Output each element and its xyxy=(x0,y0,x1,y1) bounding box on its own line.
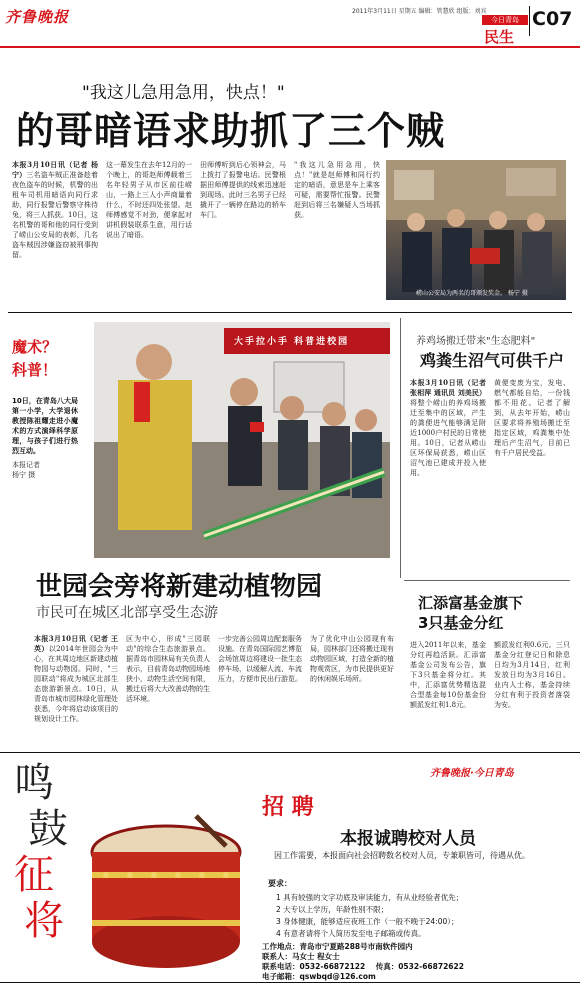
ad-contact-block xyxy=(262,942,562,982)
fund-headline-1: 汇添富基金旗下 xyxy=(418,594,524,612)
section-label: 民生 xyxy=(484,28,515,46)
fund-col2-text: 额派发红利0.6元。三只基金分红登记日和除息日均为3月14日，红利发放日均为3月16日。业内人士称，基金持续分红有利于投资者落袋为安。 xyxy=(494,641,570,709)
science-photo-banner: 大手拉小手 科普进校园 xyxy=(234,337,350,347)
ad-requirements xyxy=(276,892,566,940)
science-sidebar xyxy=(12,322,78,572)
park-column-4 xyxy=(310,634,394,742)
park-col4-text: 为了优化中山公园现有布局，园林部门还将搬迁现有动物园区域，打造全新的植物观赏区，为市民提供更好的休闲娱乐场所。 xyxy=(310,635,394,683)
ad-contact: 联系人：马女士 程女士 xyxy=(262,952,340,961)
masthead-rule xyxy=(0,46,580,48)
lead-photo-art xyxy=(386,160,566,300)
park-subhead: 市民可在城区北部享受生态游 xyxy=(36,605,218,621)
lead-column-3 xyxy=(200,160,286,302)
ad-address: 工作地点：青岛市宁夏路288号市南软件园内 xyxy=(262,942,413,951)
ad-art-char-2: 鼓 xyxy=(28,806,68,852)
ad-email: 电子邮箱：qswbqd@126.com xyxy=(262,972,376,981)
lead-photo-caption: 崂山公安局为两名的哥颁发奖金。 杨宁 摄 xyxy=(416,290,528,297)
park-column-1 xyxy=(34,634,118,742)
lead-col3-text: 田师傅听到后心领神会，马上拨打了报警电话。民警根据田师傅提供的线索迅速赶到现场。此时三名男子已经撬开了一辆停在路边的轿车车门。 xyxy=(200,161,286,219)
park-column-2 xyxy=(126,634,210,742)
lead-column-1 xyxy=(12,160,98,302)
ad-art-char-1: 鸣 xyxy=(14,760,54,806)
ad-req-3: 3 身体健康，能够适应夜班工作（一般不晚于24:00）； xyxy=(276,917,459,926)
right-col-divider xyxy=(400,318,401,578)
fund-headline-2: 3只基金分红 xyxy=(418,614,504,632)
lead-kicker: "我这儿急用急用，快点！" xyxy=(82,83,285,103)
park-col3-text: 一步完善公园周边配套服务设施。在青岛国际园艺博览会场馆周边将建设一批生态停车场，以缓解人流、车流压力，方便市民出行游览。 xyxy=(218,635,302,683)
lead-photo xyxy=(386,160,566,300)
biogas-col2-text: 黄便变废为宝，发电、燃气都能自给，一份钱都不用花。记者了解到，从去年开始，崂山区要求将养殖场搬迁至指定区域，鸡粪集中处理后产生沼气，目前已有千户居民受益。 xyxy=(494,379,570,457)
ad-phone: 联系电话：0532-66872122 xyxy=(262,962,366,971)
science-title-2: 科普！ xyxy=(12,361,58,379)
biogas-column-1 xyxy=(410,378,486,574)
ad-req-4: 4 有意者请将个人简历发至电子邮箱或传真。 xyxy=(276,929,426,938)
science-photo xyxy=(94,322,390,558)
ad-top-rule xyxy=(0,752,580,753)
lead-bottom-rule xyxy=(8,312,572,313)
masthead-divider xyxy=(529,6,530,36)
fund-top-rule xyxy=(404,580,570,581)
biogas-column-2 xyxy=(494,378,570,574)
biogas-kicker: 养鸡场搬迁带来"生态肥料" xyxy=(416,336,536,347)
ad-left-art xyxy=(14,760,84,976)
ad-title: 本报诚聘校对人员 xyxy=(340,829,476,849)
ad-art-char-3: 征 xyxy=(14,852,54,898)
section-top-label: 今日青岛 xyxy=(482,15,528,25)
lead-headline: 的哥暗语求助抓了三个贼 xyxy=(16,109,446,153)
lead-col2-text: 这一幕发生在去年12月的一个晚上，的哥赵师傅载着三名年轻男子从市区前往崂山，一路上三人小声商量着什么，不时还四处张望。赵师傅感觉不对劲，便拿起对讲机假装联系生意，用行话说出了暗语。 xyxy=(106,161,192,239)
ad-art-char-4: 将 xyxy=(24,898,64,944)
park-byline: 本报3月10日讯（记者 王英） xyxy=(34,634,118,653)
park-col1-text: 以2014年世园会为中心，在其周边地区新建动植物园与动物园。同时，"三园联动"将成为城区北部生态旅游新景点。10日，从青岛市城市园林绿化管理处获悉，今年将启动该项目的规划设计工作。 xyxy=(34,645,118,723)
biogas-col1-text: 将整个崂山的养鸡场搬迁至集中的区域，产生的粪便进气能够满足附近1000户村民的日常使用。10日，记者从崂山区环保局获悉，崂山区沼气池已建成并投入使用。 xyxy=(410,399,486,477)
masthead-logo: 齐鲁晚报 xyxy=(5,8,70,26)
science-credit-label: 本报记者 xyxy=(12,461,40,469)
biogas-headline: 鸡粪生沼气可供千户 xyxy=(420,351,565,370)
page-number: C07 xyxy=(532,8,573,30)
lead-column-2 xyxy=(106,160,192,302)
ad-fax: 传真：0532-66872622 xyxy=(375,962,464,971)
science-photo-art xyxy=(94,322,390,558)
science-title-1: 魔术？ xyxy=(12,338,58,356)
lead-col4-text: "我这儿急用急用，快点！"就是赵师傅和同行约定的暗语，意思是车上乘客可疑，需要帮忙报警。民警赶到后将三名嫌疑人当场抓获。 xyxy=(294,161,380,219)
ad-intro: 因工作需要，本报面向社会招聘数名校对人员，专兼职皆可，待遇从优。 xyxy=(274,851,530,860)
science-body: 10日，在青岛八大局第一小学，大学退休教授陈祖耀走进小魔术的方式演绎科学原理，与孩子们进行热烈互动。 xyxy=(12,397,78,455)
park-col2-text: 区为中心，形成"三园联动"的综合生态旅游景点。据青岛市园林局有关负责人表示，目前青岛动物园场地狭小，动物生活空间有限，搬迁后将大大改善动物的生活环境。 xyxy=(126,635,210,703)
ad-seal: 招 聘 xyxy=(262,795,314,820)
ad-drum xyxy=(86,812,246,982)
date-line: 2011年3月11日 星期五 编辑：管慧欣 组版：刘宾 xyxy=(352,8,487,15)
fund-col1-text: 进入2011年以来，基金分红再趋活跃。汇添富基金公司发布公告，旗下3只基金将分红。其中，汇添富优势精选混合型基金每10份基金份额派发红利1.8元。 xyxy=(410,641,486,709)
fund-column-1 xyxy=(410,640,486,744)
lead-column-4 xyxy=(294,160,380,302)
drum-illustration xyxy=(86,812,246,982)
science-credit-name: 杨宁 摄 xyxy=(12,471,36,479)
biogas-byline: 本报3月10日讯（记者 张相萍 通讯员 刘美民） xyxy=(410,378,486,397)
page-bottom-rule xyxy=(0,982,580,983)
lead-col1-text: 三名盗车贼正准备趁着夜色盗车的时候，机警的出租车司机用暗语向同行求助，同行报警后警察守株待兔，将三人抓获。10日，这名机警的哥和他的同行受到了崂山公安局的表彰，几名盗车贼因涉嫌盗窃被刑事拘留。 xyxy=(12,171,98,259)
ad-req-label: 要求： xyxy=(268,879,292,888)
ad-req-2: 2 大专以上学历，年龄性别不限； xyxy=(276,905,389,914)
park-headline: 世园会旁将新建动植物园 xyxy=(36,572,323,602)
park-column-3 xyxy=(218,634,302,742)
ad-req-1: 1 具有较强的文字功底及审读能力，有从业经验者优先； xyxy=(276,893,464,902)
ad-logo: 齐鲁晚报·今日青岛 xyxy=(430,768,514,779)
fund-column-2 xyxy=(494,640,570,744)
lead-byline: 本报3月10日讯（记者 杨宁） xyxy=(12,160,98,179)
